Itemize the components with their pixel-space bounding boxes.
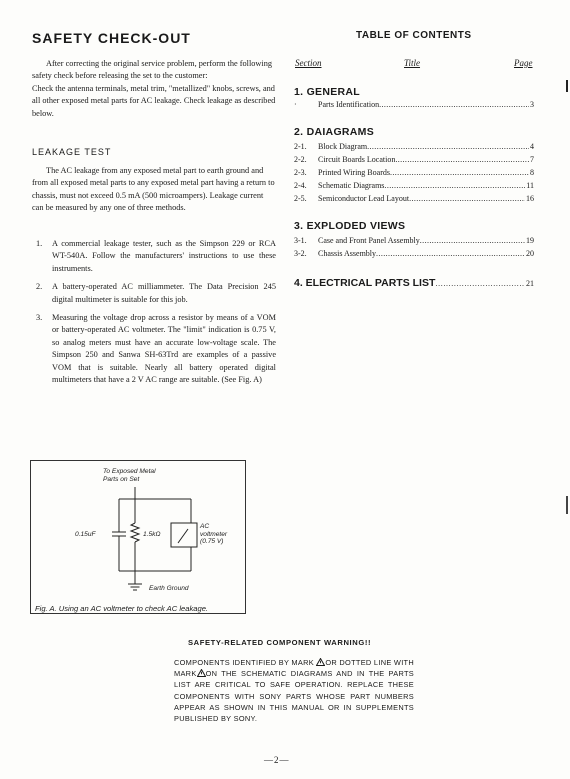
toc-heading-diagrams: 2. DAIAGRAMS: [294, 126, 375, 138]
toc-entry[interactable]: 3-1. Case and Front Panel Assembly ..... 19: [294, 236, 534, 248]
warning-triangle-icon: [197, 669, 206, 677]
earth-ground-label: Earth Ground: [149, 585, 189, 592]
leakage-test-intro: The AC leakage from any exposed metal part to earth ground and from all exposed metal parts to any exposed metal part having a return to chassis, must not exceed 0.5 mA (500 microampers). Leakage current can be measured by any one of three methods.: [32, 166, 275, 213]
toc-entry[interactable]: 2-3. Printed Wiring Boards ..... 8: [294, 168, 534, 180]
figure-top-label: To Exposed Metal Parts on Set: [103, 468, 156, 483]
toc-heading-exploded-views: 3. EXPLODED VIEWS: [294, 220, 406, 232]
capacitor-label: 0.15uF: [75, 531, 96, 538]
toc-column-page: Page: [514, 58, 533, 68]
page-number: —2—: [264, 755, 290, 765]
intro-paragraph-1: After correcting the original service problem, perform the following safety check before releasing the set to the customer:: [32, 59, 273, 81]
voltmeter-label: AC voltmeter (0.75 V): [200, 523, 228, 546]
toc-column-section: Section: [295, 58, 322, 68]
method-list: [32, 238, 276, 392]
warning-body: COMPONENTS IDENTIFIED BY MARK OR DOTTED LINE WITH MARK ON THE SCHEMATIC DIAGRAMS AND IN THE PARTS LIST ARE CRITICAL TO SAFE OPERATION. REPLACE THESE COMPONENTS WITH SONY PARTS WHOSE PART NUMBERS APPEAR AS SHOWN IN THIS MANUAL OR IN SUPPLEMENTS PUBLISHED BY SONY.: [174, 658, 414, 724]
edge-mark: [566, 80, 568, 92]
figure-a: [30, 460, 246, 614]
safety-checkout-title: SAFETY CHECK-OUT: [32, 30, 191, 46]
toc-entry[interactable]: 2-4. Schematic Diagrams ..... 11: [294, 181, 534, 193]
toc-entry[interactable]: 2-5. Semiconductor Lead Layout ..... 16: [294, 194, 534, 206]
method-item: 1. A commercial leakage tester, such as the Simpson 229 or RCA WT-540A. Follow the manufacturers' instructions to use these instruments.: [36, 239, 276, 273]
toc-heading-general: 1. GENERAL: [294, 86, 361, 98]
toc-title: TABLE OF CONTENTS: [356, 30, 472, 41]
method-item: 2. A battery-operated AC milliammeter. The Data Precision 245 digital multimeter is suitable for this job.: [36, 282, 276, 304]
method-item: 3. Measuring the voltage drop across a resistor by means of a VOM or battery-operated AC voltmeter. The "limit" indication is 0.75 V, so analog meters must have an accurate low-voltage scale. The Simpson 250 and Sanwa SH-63Trd are examples of a passive VOM that is suitable. Nearly all battery operated digital multimeters that have a 2 V AC range are suitable. (See Fig. A): [36, 313, 276, 385]
toc-heading-electrical-parts-list[interactable]: 4. ELECTRICAL PARTS LIST ..... 21: [294, 277, 534, 291]
toc-column-title: Title: [404, 58, 421, 68]
intro-text: [32, 58, 276, 120]
intro-paragraph-2: Check the antenna terminals, metal trim, "metallized" knobs, screws, and all other exposed metal parts for AC leakage. Check leakage as described below.: [32, 83, 276, 118]
toc-entry[interactable]: 2-2. Circuit Boards Location ..... 7: [294, 155, 534, 167]
figure-caption: Fig. A. Using an AC voltmeter to check AC leakage.: [35, 604, 209, 613]
edge-mark: [566, 496, 568, 514]
warning-title: SAFETY-RELATED COMPONENT WARNING!!: [188, 638, 372, 647]
resistor-label: 1.5kΩ: [143, 531, 161, 538]
toc-entry[interactable]: 3-2. Chassis Assembly ..... 20: [294, 249, 534, 261]
warning-triangle-icon: [316, 658, 325, 666]
toc-entry[interactable]: 2-1. Block Diagram ..... 4: [294, 142, 534, 154]
toc-entry[interactable]: · Parts Identification ..... 3: [294, 100, 534, 112]
leakage-test-heading: LEAKAGE TEST: [32, 147, 112, 157]
